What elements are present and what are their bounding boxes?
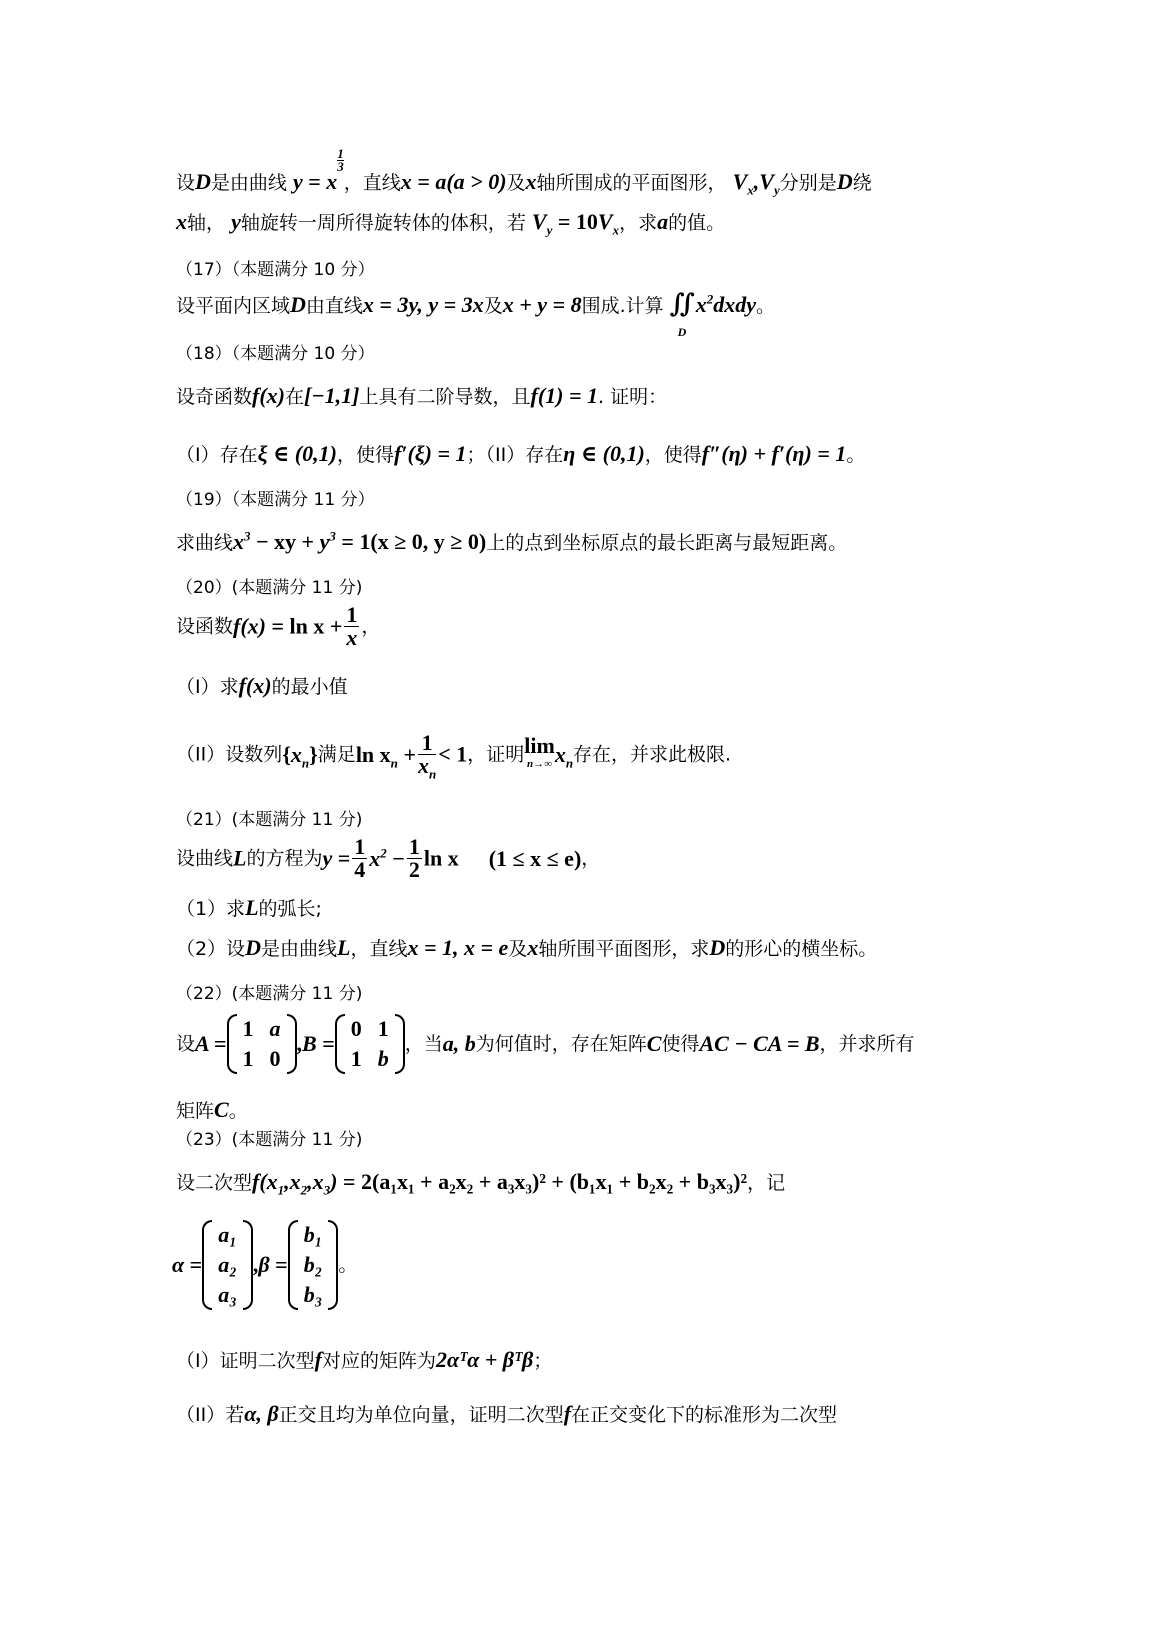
math-curve: y = x $\frac{1}{3}$ <box>292 146 344 194</box>
math-ACCA: AC − CA = B <box>699 1031 820 1056</box>
math-fx-def: f(x) = ln x + <box>233 613 343 639</box>
header-17: （17）（本题满分 10 分） <box>176 260 375 280</box>
math-frac-quarter: $\frac{1}{4}$ <box>354 834 366 882</box>
math-fppeta: f″(η) + f′(η) = 1 <box>701 441 847 466</box>
math-fx: f(x) <box>238 673 272 698</box>
problem23-line <box>176 1168 785 1197</box>
matrix-B: 0 1 1 b <box>335 1014 405 1074</box>
problem21-line: 设曲线L的方程为y = $\frac{1}{4}$ $x^2$ − $\frac{1}{2}$ ln x (1 ≤ x ≤ e)， <box>176 834 601 882</box>
math-D: D <box>709 935 726 960</box>
text: 分别是 <box>779 172 837 194</box>
text: （I）证明二次型 <box>176 1350 315 1372</box>
text: ，使得 <box>644 444 702 466</box>
problem23-vectors <box>172 1220 357 1318</box>
math-L: L <box>337 935 351 960</box>
text: 。 <box>228 1100 248 1122</box>
math-matrix-expr: 2αᵀα + βᵀβ <box>435 1347 534 1372</box>
math-x: x <box>525 169 537 194</box>
text: 围成.计算 <box>581 295 664 317</box>
math-interval: [−1,1] <box>304 383 360 408</box>
math-beta-eq: ,β = <box>252 1252 288 1277</box>
text: ； <box>533 1350 553 1372</box>
text: 的最小值 <box>271 676 348 698</box>
math-frac-half: $\frac{1}{2}$ <box>408 834 420 882</box>
text: 是由曲线 <box>210 172 287 194</box>
text: 设奇函数 <box>176 386 253 408</box>
text: ，使得 <box>336 444 394 466</box>
header-21: （21）(本题满分 11 分) <box>176 810 363 830</box>
math-seq: $\{x_n\}$ <box>282 741 318 770</box>
problem22-line <box>176 1014 915 1082</box>
text: 的值。 <box>668 212 726 234</box>
math-y-eq: y = <box>322 845 351 871</box>
problem22-line2 <box>176 1096 248 1125</box>
text: 求曲线 <box>176 532 234 554</box>
math-L: L <box>233 845 247 871</box>
math-y: y <box>231 209 241 234</box>
math-xi: ξ ∈ (0,1) <box>257 441 337 466</box>
text: ，直线 <box>343 172 401 194</box>
math-alpha-eq: α = <box>172 1252 203 1277</box>
math-C: C <box>646 1031 662 1056</box>
math-ineq: $\ln x_n$ + <box>355 741 416 770</box>
text: （II）若 <box>176 1404 245 1426</box>
text: 的方程为 <box>246 847 323 870</box>
math-lt1: < 1 <box>438 741 468 767</box>
text: ，求 <box>619 212 658 234</box>
text: 设二次型 <box>176 1172 253 1194</box>
math-lim: lim n→∞ <box>524 732 555 770</box>
math-fpxi: f′(ξ) = 1 <box>393 441 467 466</box>
math-f: f <box>563 1401 572 1426</box>
math-D: D <box>245 935 261 960</box>
math-qf: $f(x_1,x_2,x_3) = 2(a_1x_1 + a_2x_2 + a_3x_3)^2 + (b_1x_1 + b_2x_2 + b_3x_3)^2$ <box>252 1169 748 1198</box>
problem18-parts <box>176 440 865 469</box>
text: 及 <box>483 295 503 317</box>
text: 矩阵 <box>176 1100 215 1122</box>
problem23-part2 <box>176 1400 837 1429</box>
math-x: x <box>527 935 539 960</box>
text: 设 <box>176 172 196 194</box>
text: 上的点到坐标原点的最长距离与最短距离。 <box>486 532 848 554</box>
problem18-line <box>176 382 667 411</box>
math-x2: $x^2$ − <box>369 845 405 871</box>
math-curve19: $x^3$ − xy + $y^3 = 1(x \ge 0$, y ≥ 0) <box>233 528 487 554</box>
math-f1: f(1) = 1 <box>530 383 599 408</box>
math-lines: x = 3y, y = 3x <box>362 292 484 317</box>
vector-beta: b₁ b₂ b₃ <box>288 1220 339 1310</box>
text: 由直线 <box>305 295 363 317</box>
text: 。 <box>338 1254 358 1276</box>
math-D: D <box>290 292 306 317</box>
text: ，直线 <box>350 938 408 960</box>
math-line: x = a(a > 0) <box>400 169 507 194</box>
text: 正交且均为单位向量，证明二次型 <box>278 1404 564 1426</box>
problem20-line: 设函数f(x) = ln x + $\frac{1}{x}$ ， <box>176 602 381 650</box>
problem20-part2 <box>176 732 731 786</box>
text: 在 <box>285 386 305 408</box>
text: 为何值时，存在矩阵 <box>475 1033 647 1055</box>
problem17-line: 设平面内区域D由直线x = 3y, y = 3x及x + y = 8围成.计算 ∬ D $x^2dxdy$。 <box>176 289 775 339</box>
math-a: a <box>657 209 669 234</box>
text: ；（II）存在 <box>466 444 564 466</box>
math-f: f <box>314 1347 322 1372</box>
math-D: D <box>836 169 853 194</box>
math-frac: $\frac{1}{x}$ <box>346 602 358 650</box>
text: ，记 <box>747 1172 786 1194</box>
text: 轴所围平面图形，求 <box>538 938 710 960</box>
text: 存在，并求此极限. <box>573 743 732 766</box>
math-x: x <box>176 209 187 234</box>
math-double-integral: ∬ D $x^2dxdy$ <box>669 289 756 339</box>
header-22: （22）(本题满分 11 分) <box>176 984 363 1004</box>
math-volume-eq: $V_y = 10V_x$ <box>531 209 620 238</box>
text: 设平面内区域 <box>176 295 291 317</box>
text: 对应的矩阵为 <box>321 1350 436 1372</box>
header-19: （19）（本题满分 11 分） <box>176 490 375 510</box>
problem21-part2 <box>176 934 877 963</box>
header-18: （18）（本题满分 10 分） <box>176 344 375 364</box>
text: ，当 <box>404 1033 443 1055</box>
text: ，并求所有 <box>819 1033 915 1055</box>
vector-alpha: a₁ a₂ a₃ <box>202 1220 253 1310</box>
text: 轴， <box>187 212 226 234</box>
math-D: D <box>195 169 211 194</box>
problem16-line2 <box>176 208 725 237</box>
math-A-eq: A = <box>195 1031 227 1056</box>
text: 是由曲线 <box>260 938 337 960</box>
math-alphabeta: α, β <box>244 1401 279 1426</box>
text: 在正交变化下的标准形为二次型 <box>571 1404 838 1426</box>
header-23: （23）(本题满分 11 分) <box>176 1130 363 1150</box>
text: 上具有二阶导数，且 <box>359 386 531 408</box>
problem16-line1 <box>176 148 872 197</box>
text: （I）求 <box>176 676 239 698</box>
math-B-eq: ,B = <box>296 1031 335 1056</box>
text: （1）求 <box>176 898 246 920</box>
text: ，证明 <box>467 743 525 766</box>
math-line: x + y = 8 <box>502 292 582 317</box>
text: 满足 <box>317 743 356 766</box>
text: 轴所围成的平面图形， <box>536 172 727 194</box>
problem19-line <box>176 528 847 557</box>
text: 及 <box>508 938 528 960</box>
text: 设函数 <box>176 615 234 638</box>
text: 的弧长; <box>258 898 322 920</box>
text: 及 <box>506 172 526 194</box>
text: 。 <box>846 444 866 466</box>
math-range: (1 ≤ x ≤ e) <box>488 845 582 871</box>
text: （I）存在 <box>176 444 258 466</box>
math-L: L <box>245 895 259 920</box>
matrix-A: 1 a 1 0 <box>227 1014 297 1074</box>
math-volumes: $V_x,V_y$ <box>732 169 780 198</box>
text: . 证明： <box>598 386 668 408</box>
problem23-part1 <box>176 1346 552 1375</box>
text: 使得 <box>661 1033 700 1055</box>
text: 轴旋转一周所得旋转体的体积，若 <box>240 212 526 234</box>
text: （II）设数列 <box>176 743 283 766</box>
problem20-part1 <box>176 672 348 701</box>
problem21-part1 <box>176 894 322 923</box>
math-xn: $x_n$ <box>554 741 574 770</box>
text: 设 <box>176 1033 196 1055</box>
math-eta: η ∈ (0,1) <box>563 441 645 466</box>
math-lnx: ln x <box>423 845 459 871</box>
text: 的形心的横坐标。 <box>725 938 878 960</box>
text: 绕 <box>852 172 872 194</box>
text: （2）设 <box>176 938 246 960</box>
text: 设曲线 <box>176 847 234 870</box>
math-lines: x = 1, x = e <box>407 935 509 960</box>
header-20: （20）(本题满分 11 分) <box>176 578 363 598</box>
math-ab: a, b <box>442 1031 476 1056</box>
math-fx: f(x) <box>252 383 285 408</box>
math-C: C <box>214 1097 229 1122</box>
math-frac: $\frac{1}{x_n}$ <box>417 730 437 782</box>
